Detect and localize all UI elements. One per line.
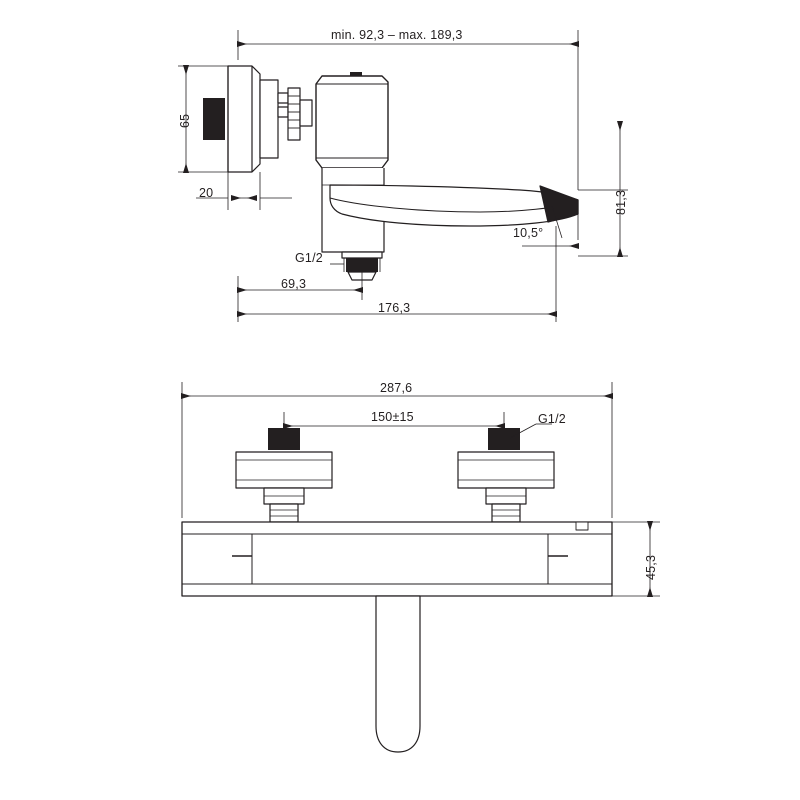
- dim-label-body-depth: 45,3: [644, 554, 658, 580]
- dim-label-overall-width: 287,6: [380, 381, 413, 395]
- dim-label-handle-height: 65: [178, 113, 192, 128]
- top-view-geometry: [182, 428, 612, 752]
- dim-label-spout-angle: 10,5°: [513, 226, 544, 240]
- front-view-geometry: [203, 66, 578, 280]
- dim-label-inlet-offset: 69,3: [281, 277, 307, 291]
- dim-label-inlet-centres: 150±15: [371, 410, 414, 424]
- dim-label-body-height: 81,3: [614, 189, 628, 215]
- dim-label-inlet-thread: G1/2: [538, 412, 566, 426]
- dim-label-spout-reach-range: min. 92,3 – max. 189,3: [331, 28, 463, 42]
- dim-label-outlet-thread: G1/2: [295, 251, 323, 265]
- dim-label-total-length: 176,3: [378, 301, 411, 315]
- dim-label-wall-plate-depth: 20: [199, 186, 214, 200]
